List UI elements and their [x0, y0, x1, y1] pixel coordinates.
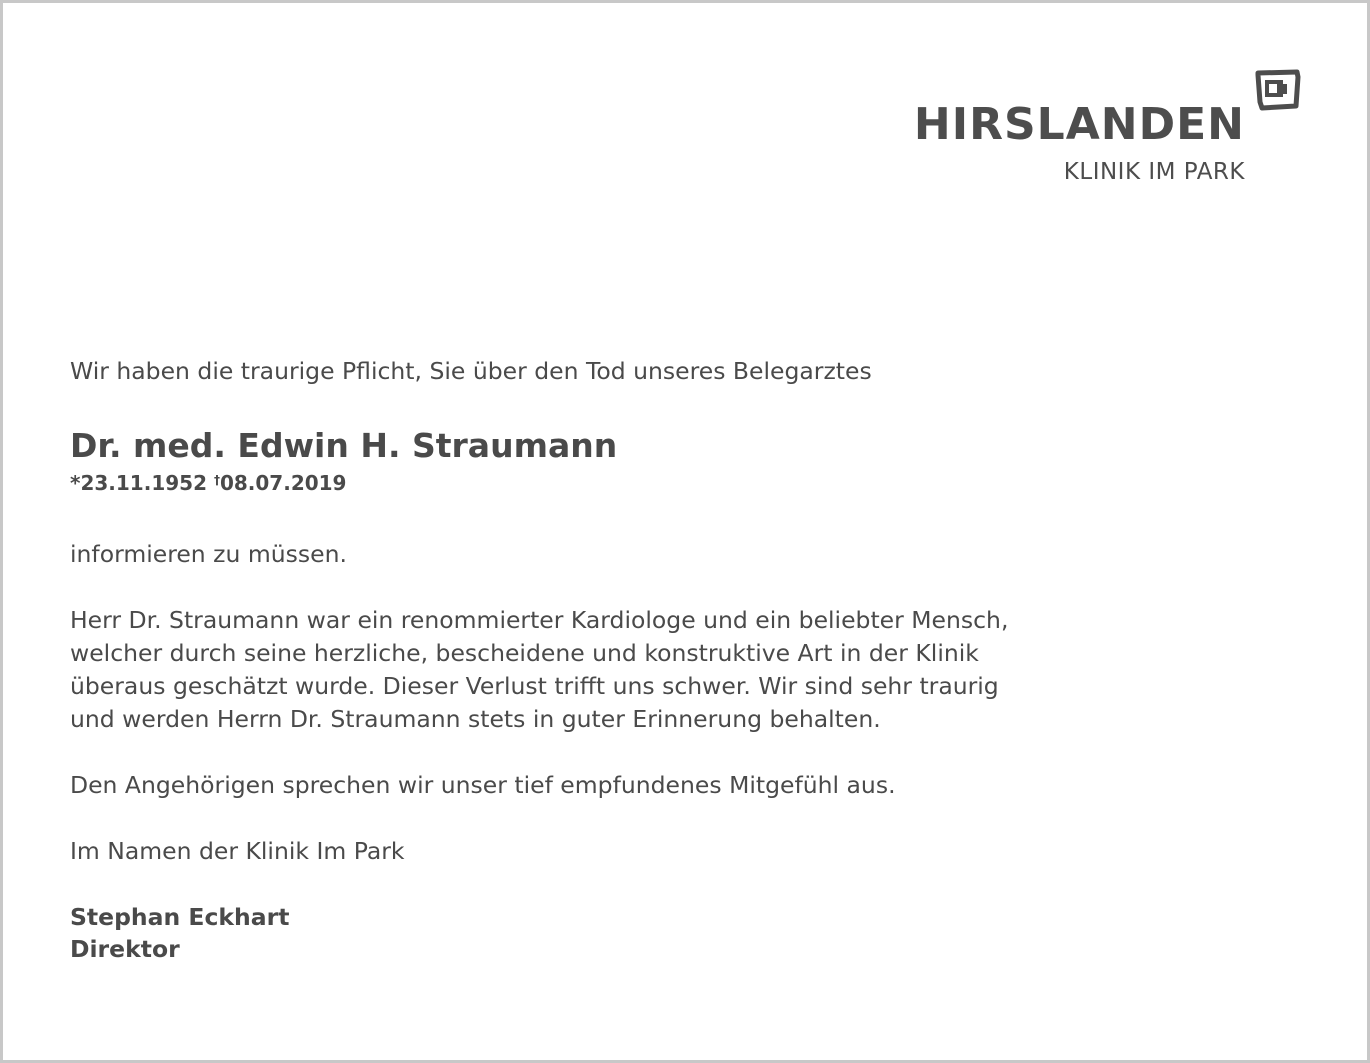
signer-title: Direktor	[70, 935, 180, 963]
hirslanden-logo	[901, 69, 1301, 199]
tribute-line: überaus geschätzt wurde. Dieser Verlust trifft uns schwer. Wir sind sehr traurig	[70, 672, 999, 700]
deceased-name: Dr. med. Edwin H. Straumann	[70, 426, 618, 465]
life-dates	[70, 473, 346, 493]
signature-block	[70, 901, 289, 965]
logo-wordmark: HIRSLANDEN	[913, 99, 1245, 150]
tribute-line: Herr Dr. Straumann war ein renommierter Kardiologe und ein beliebter Mensch,	[70, 606, 1009, 634]
tribute-line: welcher durch seine herzliche, bescheidene und konstruktive Art in der Klinik	[70, 639, 979, 667]
death-date: 08.07.2019	[219, 471, 347, 495]
dagger-symbol: †	[213, 473, 220, 487]
condolence-sentence: Den Angehörigen sprechen wir unser tief empfundenes Mitgefühl aus.	[70, 771, 896, 799]
intro-continuation: informieren zu müssen.	[70, 540, 347, 568]
on-behalf-line: Im Namen der Klinik Im Park	[70, 837, 405, 865]
intro-sentence: Wir haben die traurige Pflicht, Sie über den Tod unseres Belegarztes	[70, 357, 872, 385]
tribute-paragraph	[70, 604, 1008, 736]
hirslanden-square-mark-icon	[1255, 69, 1301, 111]
tribute-line: und werden Herrn Dr. Straumann stets in guter Erinnerung behalten.	[70, 705, 881, 733]
signer-name: Stephan Eckhart	[70, 903, 290, 931]
logo-subtitle: KLINIK IM PARK	[1063, 159, 1245, 185]
birth-date: *23.11.1952	[70, 471, 207, 495]
